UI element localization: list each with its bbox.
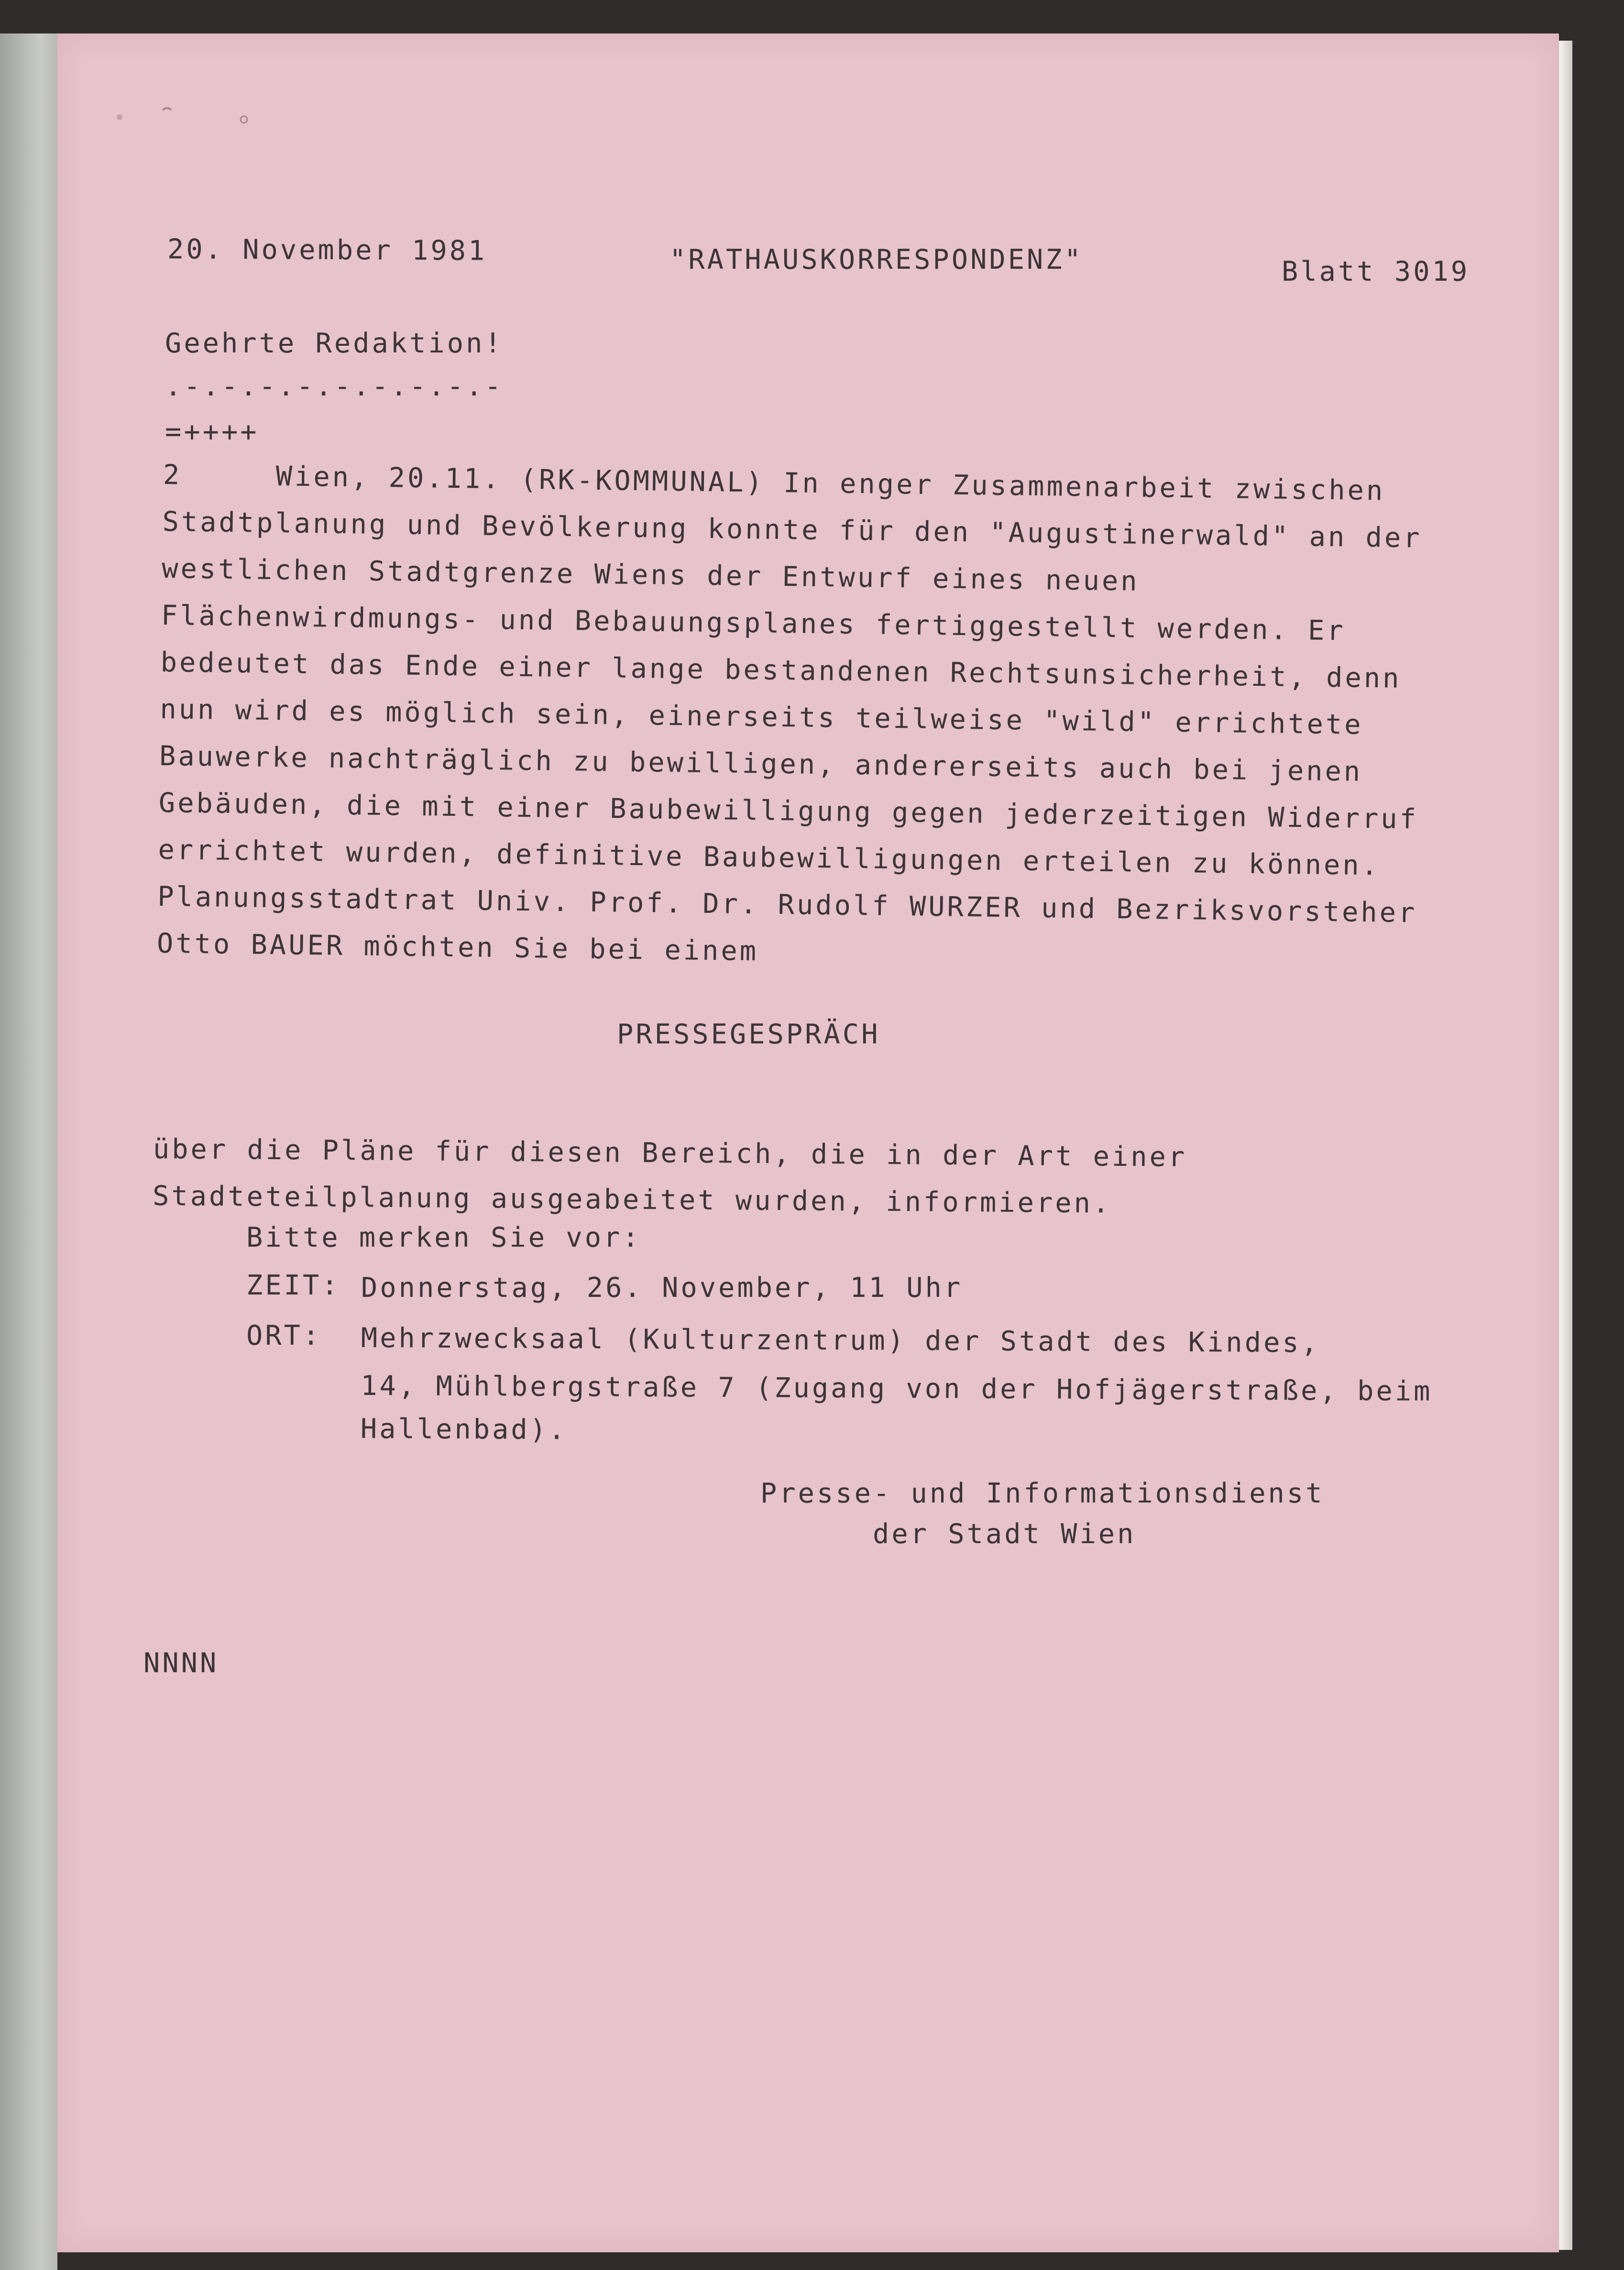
body-line: Stadtplanung und Bevölkerung konnte für den "Augustinerwald" an der [162,506,1423,554]
body-line: Stadteteilplanung ausgeabeitet wurden, informieren. [152,1180,1112,1219]
notice-intro: Bitte merken Sie vor: [246,1222,641,1253]
body-line: westlichen Stadtgrenze Wiens der Entwurf eines neuen [161,552,1140,597]
signature-line-1: Presse- und Informationsdienst [760,1478,1325,1509]
place-label: ORT: [246,1320,322,1351]
place-line: Hallenbad). [360,1413,568,1446]
adjacent-page-edge [0,33,57,2270]
body-line: Bauwerke nachträglich zu bewilligen, andererseits auch bei jenen [159,740,1363,788]
section-heading: PRESSEGESPRÄCH [617,1019,880,1050]
separator-plus: =++++ [165,416,259,448]
header-sheet: Blatt 3019 [1282,256,1470,287]
body-line: errichtet wurden, definitive Baubewilligungen erteilen zu können. [158,833,1381,882]
separator-line: .-.-.-.-.-.-.-.-.- [165,371,504,402]
body-line: bedeutet das Ende einer lange bestandenen Rechtsunsicherheit, denn [160,646,1402,694]
header-date: 20. November 1981 [167,233,487,267]
place-line: 14, Mühlbergstraße 7 (Zugang von der Hofjägerstraße, beim [361,1370,1433,1407]
body-line: Flächenwirdmungs- und Bebauungsplanes fertiggestellt werden. Er [161,599,1346,647]
time-value: Donnerstag, 26. November, 11 Uhr [361,1272,963,1304]
body-line: nun wird es möglich sein, einerseits teilweise "wild" errichtete [160,693,1363,741]
body-line: über die Pläne für diesen Bereich, die in der Art einer [153,1133,1187,1173]
body-line: 2 Wien, 20.11. (RK-KOMMUNAL) In enger Zusammenarbeit zwischen [163,459,1385,507]
place-line: Mehrzwecksaal (Kulturzentrum) der Stadt des Kindes, [361,1322,1320,1359]
header-publication: "RATHAUSKORRESPONDENZ" [669,244,1083,275]
body-line: Planungsstadtrat Univ. Prof. Dr. Rudolf WURZER und Bezriksvorsteher [157,880,1417,929]
time-label: ZEIT: [246,1270,340,1301]
signature-line-2: der Stadt Wien [873,1518,1136,1550]
place-block [56,32,1566,1618]
greeting: Geehrte Redaktion! [165,328,504,359]
body-line: Gebäuden, die mit einer Baubewilligung gegen jederzeitigen Widerruf [158,787,1419,835]
body-line: Otto BAUER möchten Sie bei einem [156,927,759,967]
document-page [57,33,1559,2252]
end-mark: NNNN [143,1647,219,1679]
